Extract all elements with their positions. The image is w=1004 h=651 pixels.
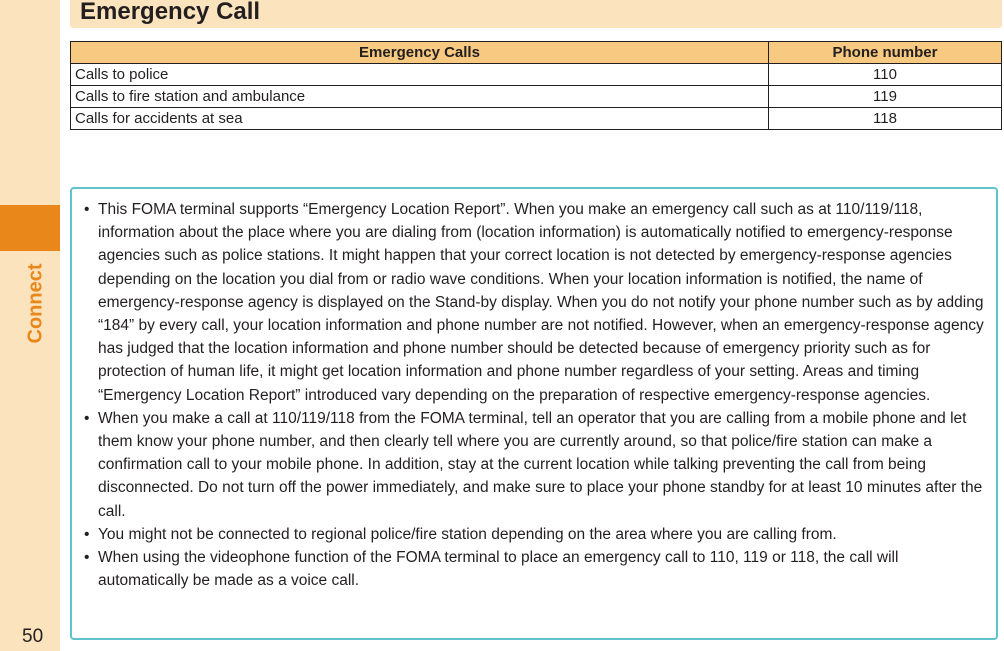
note-item: • This FOMA terminal supports “Emergency Location Report”. When you make an emergency call such as at 110/119/118, information about the place where you are dialing from (location information) is automatically notified to emergency-response agencies such as police stations. It might happen that your correct location is not detected by emergency-response agencies depending on the location you dial from or radio wave conditions. When your location information is notified, the name of emergency-response agency is displayed on the Stand-by display. When you do not notify your phone number such as by adding “184” by every call, your location information and phone number are not notified. However, when an emergency-response agency has judged that the location information and phone number should be detected because of emergency priority such as for protection of human life, it might get location information and phone number regardless of your setting. Areas and timing “Emergency Location Report” introduced vary depending on the preparation of respective emergency-response agencies.: [84, 198, 986, 407]
section-label: Connect: [24, 263, 47, 343]
number-cell: 110: [769, 64, 1002, 86]
table-row: [71, 86, 1002, 108]
number-cell: 118: [769, 108, 1002, 130]
notes-box: [70, 187, 998, 640]
service-cell: Calls to fire station and ambulance: [71, 86, 769, 108]
table-row: [71, 108, 1002, 130]
service-cell: Calls to police: [71, 64, 769, 86]
note-item: • You might not be connected to regional police/fire station depending on the area where you are calling from.: [84, 523, 986, 546]
number-cell: 119: [769, 86, 1002, 108]
emergency-calls-table: [70, 41, 1002, 130]
title-bar: [70, 0, 1002, 28]
service-cell: Calls for accidents at sea: [71, 108, 769, 130]
column-header-number: Phone number: [769, 42, 1002, 64]
page-number: 50: [22, 626, 44, 647]
note-item: • When you make a call at 110/119/118 from the FOMA terminal, tell an operator that you are calling from a mobile phone and let them know your phone number, and then clearly tell where you are currently around, so that police/fire station can make a confirmation call to your mobile phone. In addition, stay at the current location while talking preventing the call from being disconnected. Do not turn off the power immediately, and make sure to place your phone standby for at least 10 minutes after the call.: [84, 407, 986, 523]
page-title: Emergency Call: [80, 0, 261, 25]
notes-list: [72, 189, 996, 592]
table-header-row: [71, 42, 1002, 64]
note-item: • When using the videophone function of the FOMA terminal to place an emergency call to 110, 119 or 118, the call will automatically be made as a voice call.: [84, 546, 986, 592]
column-header-service: Emergency Calls: [71, 42, 769, 64]
section-tab-marker: [0, 205, 60, 251]
table-row: [71, 64, 1002, 86]
